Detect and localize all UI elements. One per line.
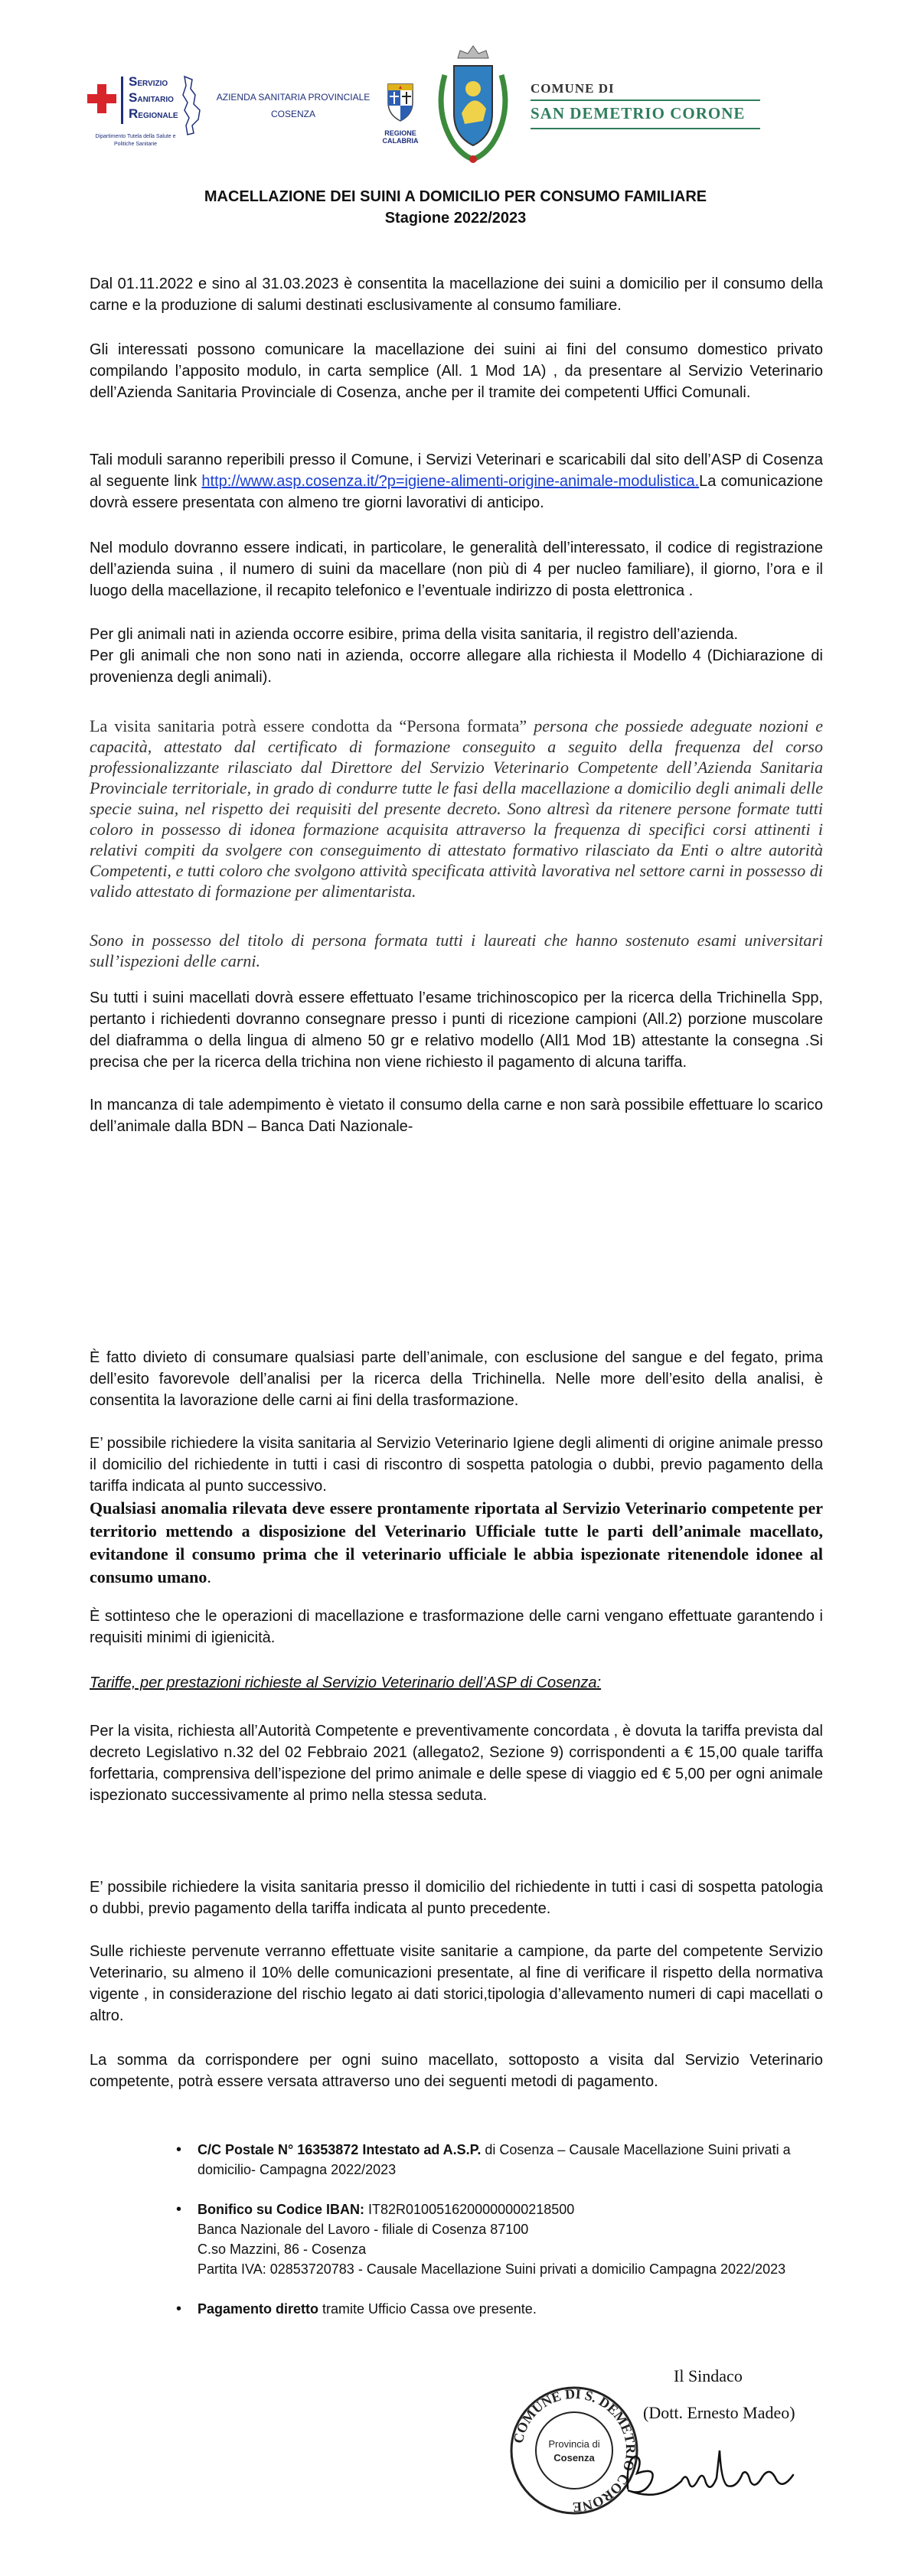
payment-direct: • Pagamento diretto tramite Ufficio Cassa ove presente. — [176, 2299, 823, 2319]
section-tariffs-heading: Tariffe, per prestazioni richieste al Servizio Veterinario dell’ASP di Cosenza: — [90, 1674, 602, 1691]
ssr-department: Dipartimento Tutela della Salute e Politiche Sanitarie — [95, 134, 176, 147]
regione-shield-icon — [385, 80, 416, 122]
mayor-name: (Dott. Ernesto Madeo) — [643, 2403, 795, 2422]
paragraph-anomalies: Qualsiasi anomalia rilevata deve essere prontamente riportata al Servizio Veterinario competente per territorio mettendo a disposizione del Veterinario Ufficiale tutte le parti dell’animale macellato, evitandone il consumo prima che il veterinario ufficiale le abbia ispezionate ritenendole idonee al consumo umano. — [90, 1498, 823, 1586]
svg-text:Cosenza: Cosenza — [553, 2452, 595, 2464]
paragraph-tariff: Per la visita, richiesta all’Autorità Competente e preventivamente concordata , è dovuta la tariffa prevista dal decreto Legislativo n.32 del 02 Febbraio 2021 (allegato2, Sezione 9) corrispondenti a € 15,00 quale tariffa forfettaria, comprensiva dell’ispezione del primo animale e delle spese di viaggio ed € 5,00 per ogni animale ispezionato successivamente al primo nella stessa seduta. — [90, 1723, 823, 1804]
paragraph-period: Dal 01.11.2022 e sino al 31.03.2023 è consentita la macellazione dei suini a domicilio per il consumo della carne e la produzione di salumi destinati esclusivamente al consumo familiare. — [90, 276, 823, 314]
comune-coat-of-arms-icon — [431, 44, 515, 167]
paragraph-consumption-ban: È fatto divieto di consumare qualsiasi parte dell’animale, con esclusione del sangue e del fegato, prima dell’esito favorevole dell’analisi per la ricerca della Trichinella. Nelle more dell’esito della analisi, è consentita la lavorazione delle carni ai fini della trasformazione. — [90, 1349, 823, 1409]
paragraph-not-born-in-farm: Per gli animali che non sono nati in azienda, occorre allegare alla richiesta il Modello 4 (Dichiarazione di provenienza degli animali). — [90, 647, 823, 686]
comune-name: COMUNE DI SAN DEMETRIO CORONE — [531, 81, 783, 129]
payment-methods-list — [176, 2140, 823, 2319]
ssr-logo: SERVIZIO SANITARIO REGIONALE Dipartimento Tutela della Salute e Politiche Sanitarie — [83, 75, 167, 159]
asp-modulistica-link[interactable]: http://www.asp.cosenza.it/?p=igiene-alimenti-origine-animale-modulistica. — [201, 473, 700, 490]
payment-bank-transfer: • Bonifico su Codice IBAN: IT82R0100516200000000218500 Banca Nazionale del Lavoro - filiale di Cosenza 87100 C.so Mazzini, 86 - Cosenza Partita IVA: 02853720783 - Causale Macellazione Suini privati a domicilio Campagna 2022/2023 — [176, 2199, 823, 2279]
signature-block — [510, 2366, 842, 2565]
payment-postal-account: • C/C Postale N° 16353872 Intestato ad A.S.P. di Cosenza – Causale Macellazione Suini privati a domicilio- Campagna 2022/2023 — [176, 2140, 823, 2180]
paragraph-payment-intro: La somma da corrispondere per ogni suino macellato, sottoposto a visita dal Servizio Veterinario competente, potrà essere versata attraverso uno dei seguenti metodi di pagamento. — [90, 2052, 823, 2090]
paragraph-sample-checks: Sulle richieste pervenute verranno effettuate visite sanitarie a campione, da parte del competente Servizio Veterinario, su almeno il 10% delle comunicazioni presentate, al fine di verificare il rispetto della normativa vigente , in considerazione del rischio legato ai dati storici,tipologia d’allevamento numeri di capi macellati o altro. — [90, 1943, 823, 2024]
paragraph-communication: Gli interessati possono comunicare la macellazione dei suini ai fini del consumo domestico privato compilando l’apposito modulo, in carta semplice (All. 1 Mod 1A) , da presentare al Servizio Veterinario dell’Azienda Sanitaria Provinciale di Cosenza, anche per il tramite dei competenti Uffici Comunali. — [90, 341, 823, 401]
paragraph-suspect-pathology: E’ possibile richiedere la visita sanitaria presso il domicilio del richiedente in tutti i casi di sospetta patologia o dubbi, previo pagamento della tariffa indicata al punto precedente. — [90, 1879, 823, 1917]
paragraph-hygiene: È sottinteso che le operazioni di macellazione e trasformazione delle carni vengano effettuate garantendo i requisiti minimi di igienicità. — [90, 1608, 823, 1646]
red-cross-icon — [87, 84, 116, 113]
calabria-map-icon — [178, 75, 206, 136]
paragraph-module-content: Nel modulo dovranno essere indicati, in particolare, le generalità dell’interessato, il codice di registrazione dell’azienda suina , il numero di suini da macellare (non più di 4 per nucleo familiare), il giorno, l’ora e il luogo della macellazione, il recapito telefonico e l’eventuale indirizzo di posta elettronica . — [90, 540, 823, 599]
paragraph-bdn: In mancanza di tale adempimento è vietato il consumo della carne e non sarà possibile effettuare lo scarico dell’animale dalla BDN – Banca Dati Nazionale- — [90, 1097, 823, 1135]
regione-calabria-logo: REGIONE CALABRIA — [370, 80, 431, 145]
paragraph-graduates: Sono in possesso del titolo di persona formata tutti i laureati che hanno sostenuto esami universitari sull’ispezioni delle carni. — [90, 931, 823, 970]
handwritten-signature — [612, 2435, 811, 2512]
svg-text:COMUNE DI S. DEMETRIO CORONE: COMUNE DI S. DEMETRIO CORONE — [510, 2385, 639, 2516]
asp-name: AZIENDA SANITARIA PROVINCIALE COSENZA — [216, 92, 371, 119]
svg-text:Provincia di: Provincia di — [548, 2438, 600, 2450]
paragraph-trained-person: La visita sanitaria potrà essere condotta da “Persona formata” persona che possiede adeguate nozioni e capacità, attestato dal certificato di formazione conseguito a seguito della frequenza del corso professionalizzante rilasciato dal Direttore del Servizio Veterinario Competente dell’Azienda Sanitaria Provinciale territoriale, in grado di condurre tutte le fasi della macellazione a domicilio degli animali delle specie suina, nel rispetto dei requisiti del presente decreto. Sono altresì da ritenere persone formate tutti coloro in possesso di idonea formazione acquisita attraverso la frequenza di specifici corsi attinenti i relativi compiti da svolgere con conseguimento di attestato formativo rilasciato da Enti o altre autorità Competenti, e tutti coloro che svolgono attività specificata attività lavorativa nel settore carni in possesso di valido attestato di formazione per alimentarista. — [90, 716, 824, 901]
mayor-role: Il Sindaco — [674, 2366, 743, 2385]
document-title: MACELLAZIONE DEI SUINI A DOMICILIO PER CONSUMO FAMILIARE — [204, 188, 707, 205]
header-logos — [83, 44, 787, 167]
paragraph-visit-request: E’ possibile richiedere la visita sanitaria al Servizio Veterinario Igiene degli alimenti di origine animale presso il domicilio del richiedente in tutti i casi di riscontro di sospetta patologia o dubbi, previo pagamento della tariffa indicata al punto successivo. — [90, 1435, 823, 1495]
document-subtitle: Stagione 2022/2023 — [384, 210, 527, 227]
paragraph-born-in-farm: Per gli animali nati in azienda occorre esibire, prima della visita sanitaria, il registro dell’azienda. — [90, 626, 739, 643]
paragraph-trichinella-test: Su tutti i suini macellati dovrà essere effettuato l’esame trichinoscopico per la ricerca della Trichinella Spp, pertanto i richiedenti dovranno consegnare presso i punti di ricezione campioni (All.2) porzione muscolare del diaframma o della lingua di almeno 50 gr e relativo modello (All1 Mod 1B) attestante la consegna .Si precisa che per la ricerca della trichina non viene richiesto il pagamento di alcuna tariffa. — [90, 990, 823, 1071]
paragraph-forms: Tali moduli saranno reperibili presso il Comune, i Servizi Veterinari e scaricabili dal sito dell’ASP di Cosenza al seguente link http://www.asp.cosenza.it/?p=igiene-alimenti-origine-animale-modulistica.La comunicazione dovrà essere presentata con almeno tre giorni lavorativi di anticipo. — [90, 452, 823, 511]
